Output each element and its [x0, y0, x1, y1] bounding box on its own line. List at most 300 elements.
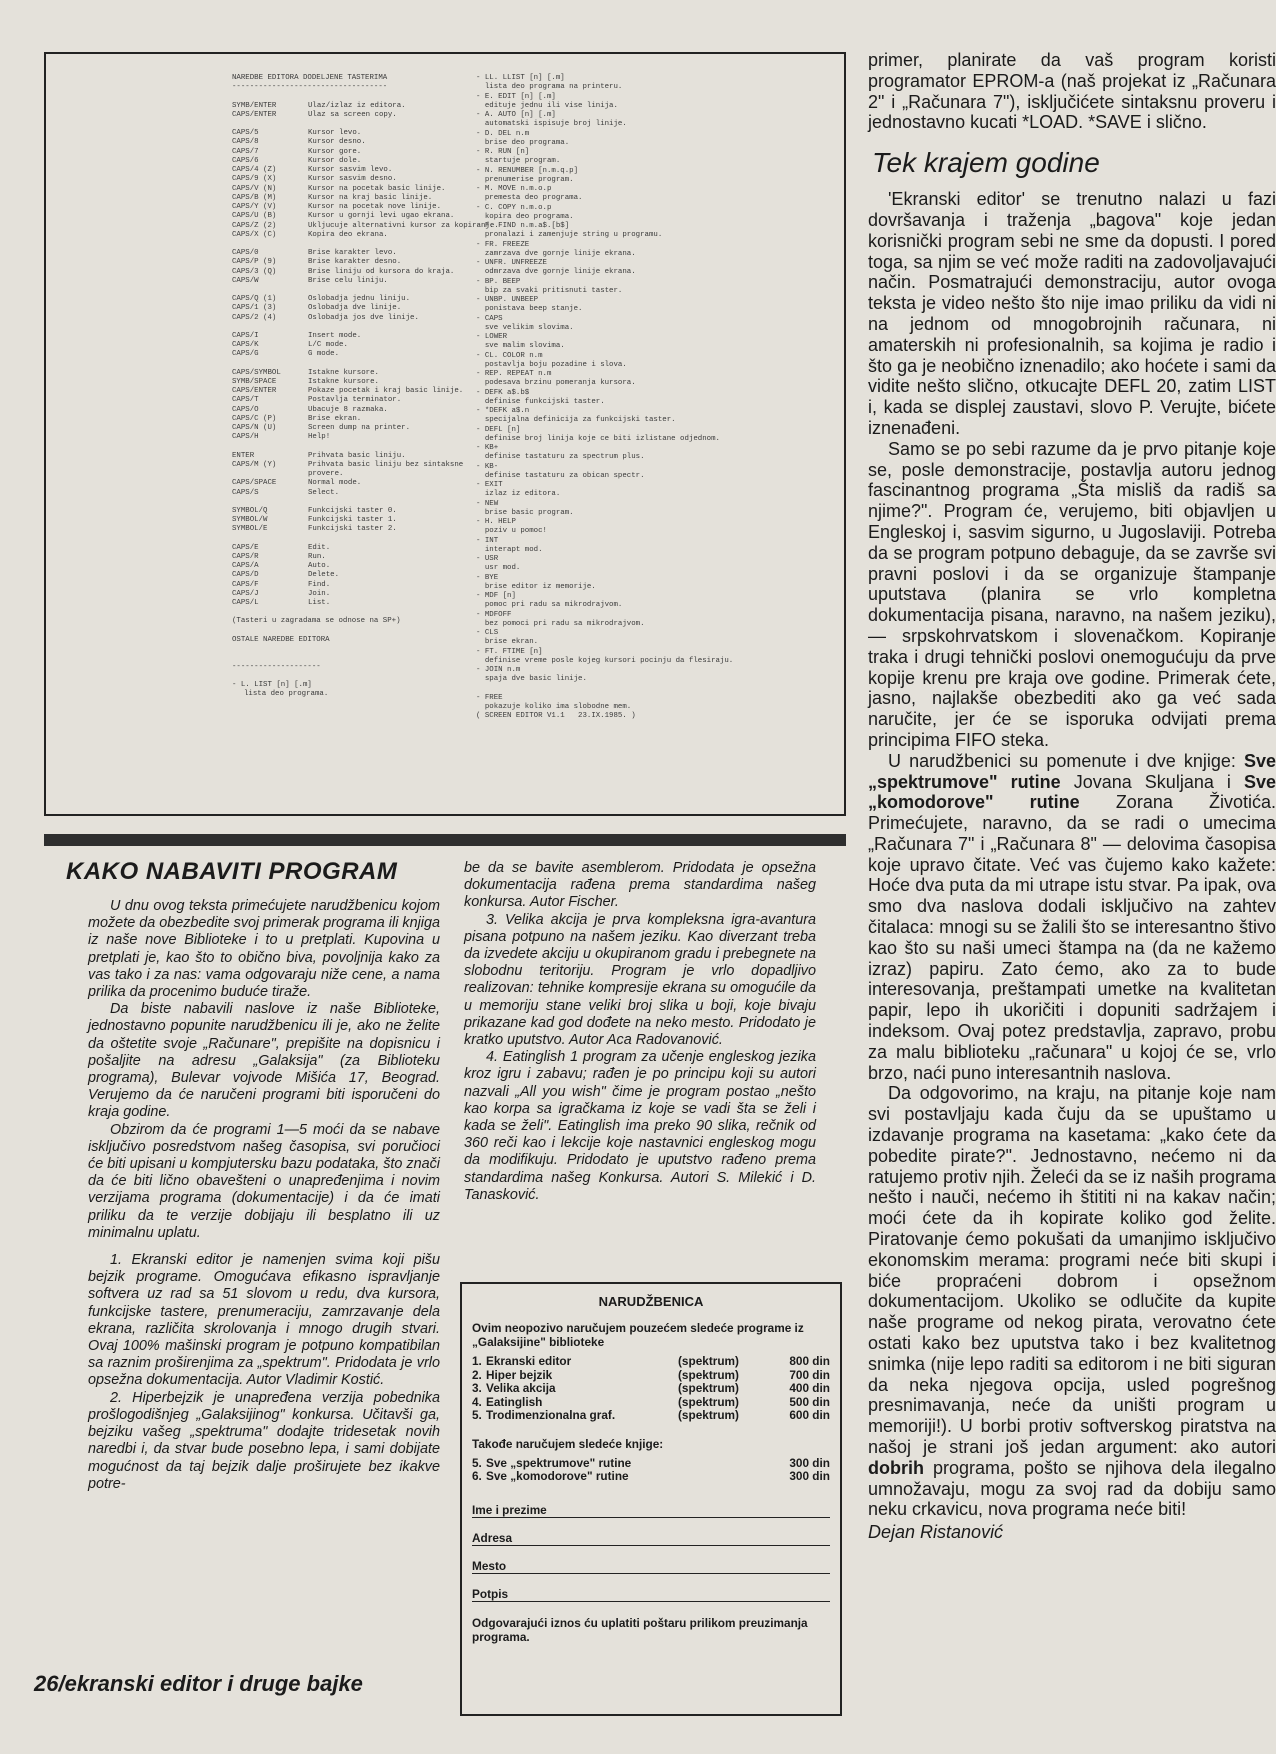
listing-key-description: Ulaz/izlaz iz editora. — [308, 101, 406, 110]
listing-key: CAPS/6 — [232, 156, 259, 165]
listing-key-description: Kursor na kraj basic linije. — [308, 193, 433, 202]
book-name: Sve „komodorove" rutine — [486, 1469, 629, 1483]
listing-key-row — [232, 498, 502, 507]
listing-key-row — [232, 424, 502, 433]
listing-command-line: - JOIN n.m — [476, 666, 521, 674]
listing-key-description: Kursor na pocetak basic linije. — [308, 184, 446, 193]
book-price: 300 din — [789, 1469, 830, 1483]
listing-command-line: - H. HELP — [476, 518, 516, 526]
order-article-column-2 — [464, 860, 816, 1204]
listing-key-row — [232, 461, 502, 480]
listing-key-description: Kursor sasvim levo. — [308, 166, 393, 174]
listing-key-description: Oslobadja jednu liniju. — [308, 295, 411, 303]
listing-key: CAPS/M (Y) — [232, 460, 277, 469]
book-n: 6. — [472, 1469, 482, 1483]
listing-command-line: - A. AUTO [n] [.m] — [476, 111, 556, 119]
listing-command-line: pronalazi i zamenjuje string u programu. — [476, 231, 663, 240]
listing-key-description: Funkcijski taster 0. — [308, 506, 397, 515]
listing-key-row — [232, 387, 502, 396]
program-price: 800 din — [789, 1354, 830, 1368]
listing-key-description: Kursor gore. — [308, 147, 362, 156]
program-name: Eatinglish — [486, 1394, 543, 1409]
listing-command-line: premesta deo programa. — [476, 194, 583, 203]
listing-key-row — [232, 102, 502, 111]
listing-command-line: - F. FIND n.m.a$.[b$] — [476, 222, 570, 230]
listing-key-description: Oslobadja jos dve linije. — [308, 313, 419, 322]
listing-command-line: specijalna definicija za funkcijski taster. — [476, 416, 676, 425]
listing-key-description: Brise karakter desno. — [308, 258, 402, 267]
listing-key-description: Select. — [308, 488, 340, 497]
listing-command-line: - FREE — [476, 693, 503, 702]
listing-key-row — [232, 175, 502, 184]
listing-key-description: Brise celu liniju. — [308, 276, 388, 285]
program-row — [472, 1409, 830, 1423]
emphasis: dobrih — [868, 1457, 924, 1478]
listing-command-line: podesava brzinu pomeranja kursora. — [476, 379, 636, 388]
listing-key: CAPS/2 (4) — [232, 313, 277, 322]
listing-command-line: - USR — [476, 555, 499, 563]
listing-key: SYMB/ENTER — [232, 101, 277, 110]
section-title: KAKO NABAVITI PROGRAM — [66, 858, 398, 885]
listing-key-description: Prihvata basic liniju. — [308, 451, 406, 460]
listing-key-row — [232, 240, 502, 249]
listing-key-description: Istakne kursore. — [308, 368, 379, 377]
text-run: programa, pošto se njihova dela ilegalno umnožavaju, mogu za svoj rad da dobiju samo neku crkavicu, nova programa neće biti! — [868, 1457, 1276, 1520]
listing-title: NAREDBE EDITORA DODELJENE TASTERIMA — [232, 74, 388, 82]
listing-command-line: - MDFOFF — [476, 610, 512, 619]
listing-key-row — [232, 341, 502, 350]
listing-command-line: - EXIT — [476, 481, 503, 489]
address-field[interactable] — [472, 1518, 830, 1546]
text-run: Jovana Skuljana i — [1060, 771, 1244, 792]
listing-key: CAPS/U (B) — [232, 212, 277, 221]
listing-command-line: - BYE — [476, 573, 499, 582]
listing-command-line: izlaz iz editora. — [476, 490, 561, 499]
listing-key: CAPS/5 — [232, 129, 259, 137]
program-listing — [44, 52, 846, 816]
listing-last-desc: lista deo programa. — [244, 690, 329, 699]
listing-key: CAPS/P (9) — [232, 258, 277, 267]
listing-key: CAPS/Z (2) — [232, 221, 277, 230]
listing-key: CAPS/4 (Z) — [232, 166, 277, 174]
listing-key: CAPS/ENTER — [232, 387, 277, 395]
text-run: Zorana Životića. Primećujete, naravno, da se radi o umecima „Računara 7" i „Računara 8" — delovima časopisa koje upravo čitate. Već vas čujemo kako kažete: Hoće dva puta da mi utrape istu stvar. Pa ipak, ova smo dva naslova dodali isključivo na zahtev čitalaca: mnogi su se žalili što se interesantno štivo kao što su naši umeci štampa na (da ne kažemo izraz) papiru. Zato ćemo, ako za to bude interesovanja, preštampati umetke na kvalitetan papir, lepo ih ukoričiti i dopuniti sadržajem i indeksom. Ovaj potez predstavlja, zapravo, probu za malu biblioteku „računara" u kojoj će se, vrlo brzo, naći puno interesantnih naslova. — [868, 792, 1276, 1083]
order-article-column-1 — [88, 898, 440, 1493]
address-field-label: Adresa — [472, 1530, 512, 1545]
listing-command-line: definise vreme posle kojeg kursori pocinju da flesiraju. — [476, 656, 734, 665]
listing-key: CAPS/SPACE — [232, 479, 277, 488]
listing-key-description: Insert mode. — [308, 331, 362, 340]
listing-key: CAPS/Y (V) — [232, 203, 277, 211]
program-platform: (spektrum) — [678, 1354, 739, 1368]
listing-command-line: kopira deo programa. — [476, 212, 574, 221]
listing-key-description: Run. — [308, 552, 326, 561]
listing-command-line: zamrzava dve gornje linije ekrana. — [476, 249, 636, 258]
listing-key-row — [232, 443, 502, 452]
listing-key: CAPS/9 (X) — [232, 175, 277, 184]
program-name: Trodimenzionalna graf. — [486, 1408, 616, 1422]
listing-key-description: List. — [308, 599, 331, 607]
listing-command-line: - R. RUN [n] — [476, 148, 530, 156]
book-title: Sve „spektrumove" rutine — [868, 750, 1276, 792]
listing-key-description: Ubacuje 8 razmaka. — [308, 405, 388, 414]
listing-key: CAPS/K — [232, 341, 259, 349]
listing-key-row — [232, 304, 502, 313]
listing-command-line: lista deo programa na printeru. — [476, 83, 623, 92]
program-name: Hiper bejzik — [486, 1367, 553, 1382]
listing-key-description: Brise liniju od kursora do kraja. — [308, 267, 455, 276]
listing-command-line: - UNFR. UNFREEZE — [476, 259, 547, 267]
listing-key: CAPS/ENTER — [232, 110, 277, 119]
listing-command-line: - FR. FREEZE — [476, 240, 530, 249]
program-list — [472, 1355, 830, 1423]
listing-command-line: brise ekran. — [476, 638, 539, 647]
listing-command-line: - UNBP. UNBEEP — [476, 296, 539, 304]
listing-key: CAPS/B (M) — [232, 193, 277, 202]
program-price: 500 din — [789, 1394, 830, 1409]
author-signature: Dejan Ristanović — [868, 1522, 1004, 1543]
listing-command-line: ( SCREEN EDITOR V1.1 23.IX.1985. ) — [476, 712, 636, 720]
listing-key: SYMBOL/E — [232, 525, 268, 534]
listing-key-row — [232, 323, 502, 332]
paragraph: Samo se po sebi razume da je prvo pitanje koje se, posle demonstracije, postavlja autoru jednog fascinantnog programa „Šta misliš da radiš sa njime?". Program će, verujemo, biti objavljen u Engleskoj i, sasvim sigurno, u Jugoslaviji. Potreba da se program potpuno debaguje, da se završe svi pravni poslovi i da se organizuje štampanje uputstava (planira se vrlo kompletna dokumentacija pisana, naravno, na našem jeziku), — srpskohrvatskom i slovenačkom. Kopiranje traka i drugi tehnički poslovi onemogućuju da prve kopije krenu pre kraja ove godine. Primerak ćete, jasno, najlakše obezbediti ako ga već sada naručite, jer će se isporuka odvijati prema principima FIFO steka. — [868, 438, 1276, 750]
listing-key-row — [232, 222, 502, 231]
paragraph: 'Ekranski editor' se trenutno nalazi u fazi dovršavanja i traženja „bagova" koje jedan korisnički program sebi ne sme da dopusti. I pored toga, sa njim se već može raditi na zadovoljavajući način. Posmatrajući demonstraciju, autor ovoga teksta je video nešto što nije imao priliku da vidi ni na jednom od mnogobrojnih računara, ni amaterskih ni profesionalnih, sa kojima je radio i što ga je neobično iznenadilo; ako hoćete i sami da vidite nešto slično, otkucajte DEFL 20, zatim LIST i, kada se displej zaustavi, slovo P. Verujte, bićete iznenađeni. — [868, 189, 1276, 438]
name-field[interactable] — [472, 1490, 830, 1518]
program-n: 2. — [472, 1367, 482, 1382]
listing-key: CAPS/O — [232, 405, 259, 414]
listing-key: CAPS/R — [232, 552, 259, 561]
listing-command-line: brise basic program. — [476, 508, 574, 517]
text-run: Da odgovorimo, na kraju, na pitanje koje nam svi postavljaju kada čuju da se upuštamo u izdavanje programa na kasetama: „kako ćete da pobedite pirate?". Jednostavno, nećemo ni da ratujemo protiv njih. Želeći da se iz naših programa nešto i nauči, nećemo ih štititi ni na kakav način; moći ćete da ih kopirate koliko god želite. Piratovanje ćemo pokušati da umanjimo isključivo ekonomskim merama: programi neće biti skupi i biće propraćeni dobrom i opsežnom dokumentacijom. Ukoliko se odlučite da kupite naše programe od nekog pirata, verovatno ćete ostati kako bez uputstva tako i bez kvalitetnog snimka (nije lepo raditi sa editorom i ne biti siguran da neka njegova opcija, usled pogrešnog presnimavanja, neće da uništi program u memoriji!). U borbi protiv softverskog piratstva na našoj je strani još jedan argument: ako autori — [868, 1083, 1276, 1457]
listing-command-line: ponistava beep stanje. — [476, 305, 583, 314]
listing-command-line: prenumerise program. — [476, 175, 574, 184]
program-row — [472, 1382, 830, 1396]
listing-key-row — [232, 599, 502, 608]
listing-command-line: - CL. COLOR n.m — [476, 351, 543, 360]
listing-last-command: - L. LIST [n] [.m] — [232, 681, 312, 689]
listing-key-description: Kursor na pocetak nove linije. — [308, 203, 442, 211]
listing-command-line: definise funkcijski taster. — [476, 397, 605, 406]
program-platform: (spektrum) — [678, 1408, 739, 1422]
listing-key: CAPS/N (U) — [232, 424, 277, 432]
listing-key-table — [232, 102, 502, 609]
listing-rule: ----------------------------------- — [232, 83, 388, 92]
listing-key-description: Oslobadja dve linije. — [308, 304, 402, 313]
listing-key: SYMBOL/Q — [232, 506, 268, 515]
listing-key-row — [232, 148, 502, 157]
listing-command-line: poziv u pomoc! — [476, 527, 547, 536]
listing-key-row — [232, 157, 502, 166]
listing-key-row — [232, 415, 502, 424]
listing-key-row — [232, 369, 502, 378]
listing-key-description: Ukljucuje alternativni kursor za kopiranje. — [308, 221, 499, 230]
listing-key-row — [232, 185, 502, 194]
listing-command-line: - DEFK a$.b$ — [476, 388, 530, 397]
listing-key-row — [232, 138, 502, 147]
listing-key-description: Delete. — [308, 571, 340, 580]
text-run: U narudžbenici su pomenute i dve knjige: — [888, 750, 1244, 771]
listing-command-line: postavlja boju pozadine i slova. — [476, 360, 627, 369]
listing-key-row — [232, 525, 502, 534]
book-price: 300 din — [789, 1455, 830, 1470]
paragraph: 2. Hiperbejzik je unapređena verzija pobednika prošlogodišnjeg „Galaksijinog" konkursa. Učitavši ga, bejziku vašeg „spektruma" dodajte tridesetak novih naredbi i, da stvar bude posebno lepa, i sami dobijate mogućnost da taj bejzik dalje proširujete bez ikakve potre- — [88, 1389, 440, 1492]
listing-key-row — [232, 516, 502, 525]
listing-note: (Tasteri u zagradama se odnose na SP+) — [232, 617, 401, 626]
listing-key-row — [232, 360, 502, 369]
listing-other-title: OSTALE NAREDBE EDITORA — [232, 635, 330, 644]
listing-command-line: edituje jednu ili vise linija. — [476, 101, 618, 110]
listing-command-line: usr mod. — [476, 564, 521, 573]
listing-key: CAPS/G — [232, 350, 259, 359]
listing-command-line: spaja dve basic linije. — [476, 675, 587, 684]
listing-command-line: automatski ispisuje broj linije. — [476, 120, 627, 129]
name-field-label: Ime i prezime — [472, 1502, 547, 1517]
program-row — [472, 1369, 830, 1383]
book-list — [472, 1457, 830, 1484]
listing-key-description: Help! — [308, 433, 331, 442]
listing-command-line: - BP. BEEP — [476, 277, 521, 286]
section-divider-bar — [44, 834, 846, 846]
listing-key: CAPS/W — [232, 276, 259, 285]
listing-key: CAPS/V (N) — [232, 184, 277, 193]
listing-key: CAPS/A — [232, 562, 259, 570]
listing-command-line: brise deo programa. — [476, 138, 570, 147]
book-name: Sve „spektrumove" rutine — [486, 1455, 632, 1470]
listing-command-line: startuje program. — [476, 157, 561, 166]
listing-command-line: - C. COPY n.m.o.p — [476, 203, 552, 212]
listing-command-line — [476, 685, 756, 694]
signature-field[interactable] — [472, 1574, 830, 1602]
listing-command-line: definise broj linija koje ce biti izlistane odjednom. — [476, 434, 720, 443]
listing-command-line: - FT. FTIME [n] — [476, 647, 543, 656]
order-form-title: NARUDŽBENICA — [598, 1294, 704, 1309]
listing-command-line: - INT — [476, 536, 499, 545]
listing-command-line: - KB+ — [476, 444, 499, 452]
paragraph — [868, 1083, 1276, 1520]
program-name: Ekranski editor — [486, 1354, 572, 1368]
listing-key-row — [232, 396, 502, 405]
listing-key: CAPS/J — [232, 589, 259, 598]
listing-key-row — [232, 231, 502, 240]
listing-key: CAPS/1 (3) — [232, 304, 277, 313]
article-right-column — [868, 50, 1276, 1543]
listing-key: CAPS/S — [232, 488, 259, 497]
listing-key-row — [232, 406, 502, 415]
listing-command-line: - D. DEL n.m — [476, 129, 530, 138]
listing-command-line: brise editor iz memorije. — [476, 582, 596, 591]
listing-key: ENTER — [232, 451, 255, 460]
place-field-label: Mesto — [472, 1558, 507, 1573]
listing-key-description: Normal mode. — [308, 479, 362, 488]
listing-key: CAPS/C (P) — [232, 414, 277, 423]
listing-key-description: Prihvata basic liniju bez sintaksne provere. — [308, 460, 464, 478]
listing-command-line: - LOWER — [476, 333, 508, 341]
listing-command-line: - E. EDIT [n] [.m] — [476, 92, 556, 101]
listing-key: CAPS/X (C) — [232, 230, 277, 239]
listing-key-row — [232, 507, 502, 516]
book-n: 5. — [472, 1455, 482, 1470]
listing-command-line: - LL. LLIST [n] [.m] — [476, 74, 565, 82]
listing-key-row — [232, 452, 502, 461]
order-form-footer: Odgovarajući iznos ću uplatiti poštaru prilikom preuzimanja programa. — [472, 1615, 808, 1644]
listing-command-line: sve malim slovima. — [476, 342, 565, 351]
signature-field-label: Potpis — [472, 1586, 509, 1601]
book-title: Sve „komodorove" rutine — [868, 771, 1276, 813]
listing-key-description: Funkcijski taster 2. — [308, 525, 397, 534]
listing-key-description: Kursor levo. — [308, 129, 362, 137]
listing-key-description: Ulaz sa screen copy. — [308, 110, 397, 119]
book-row — [472, 1470, 830, 1484]
listing-command-line: - DEFL [n] — [476, 425, 521, 434]
paragraph: 1. Ekranski editor je namenjen svima koji pišu bejzik programe. Omogućava efikasno ispravljanje softvera uz rad sa 51 slovom u redu, dva kursora, funkcijske tastere, prenumeraciju, zamrzavanje dela ekrana, različita skrolovanja i mnogo drugih stvari. Ovaj 100% mašinski program je potpuno kompatibilan sa raznim proširenjima za „spektrum". Pridodata je vrlo opsežna dokumentacija. Autor Vladimir Kostić. — [88, 1252, 440, 1389]
listing-key: SYMBOL/W — [232, 516, 268, 524]
program-n: 4. — [472, 1394, 482, 1409]
paragraph — [868, 751, 1276, 1084]
listing-key-row — [232, 378, 502, 387]
listing-key-row — [232, 120, 502, 129]
listing-key-description: Auto. — [308, 562, 331, 570]
listing-key-description: Brise karakter levo. — [308, 249, 397, 257]
paragraph: primer, planirate da vaš program koristi programator EPROM-a (naš projekat iz „Računara 2" i „Računara 7"), isključićete sintaksnu proveru i jednostavno kucati *LOAD. *SAVE i slično. — [868, 50, 1276, 133]
listing-key-description: Brise ekran. — [308, 414, 362, 423]
listing-key: SYMB/SPACE — [232, 377, 277, 386]
program-name: Velika akcija — [486, 1381, 556, 1395]
paragraph: 3. Velika akcija je prva kompleksna igra-avantura pisana potpuno na našem jeziku. Kao diverzant treba da izvedete akciju u okupiranom gradu i prebegnete na slobodnu teritoriju. Program je vrlo dopadljivo realizovan: tehnike kompresije ekrana su omogućile da u memoriju stane veliki broj slika u boji, koje bivaju prikazane kad god dođete na neko mesto. Pridodato je kratko uputstvo. Autor Aca Radovanović. — [464, 911, 816, 1049]
listing-left-column — [232, 74, 502, 700]
listing-key-row — [232, 249, 502, 258]
listing-key-row — [232, 571, 502, 580]
listing-key-description: Edit. — [308, 543, 331, 552]
listing-key-row — [232, 268, 502, 277]
listing-key-row — [232, 479, 502, 488]
listing-command-line: - MDF [n] — [476, 592, 516, 600]
paragraph: 4. Eatinglish 1 program za učenje engleskog jezika kroz igru i zabavu; rađen je po principu koji su autori nazvali „All you wish" čime je program postao „nešto kao korpa sa igračkama iz koje se vadi šta se želi i kada se želi". Eatinglish ima preko 90 slika, rečnik od 360 reči kao i lekcije koje nastavnici engleskog mogu da modifikuju. Pridodato je uputstvo rađeno prema standardima našeg Konkursa. Autori S. Milekić i D. Tanasković. — [464, 1049, 816, 1203]
listing-key-row — [232, 286, 502, 295]
listing-key: CAPS/0 — [232, 249, 259, 257]
program-row — [472, 1396, 830, 1410]
listing-key: CAPS/D — [232, 571, 259, 580]
listing-command-line: - REP. REPEAT n.m — [476, 370, 552, 378]
listing-key-row — [232, 590, 502, 599]
listing-key-row — [232, 332, 502, 341]
program-n: 1. — [472, 1354, 482, 1368]
listing-key-description: Join. — [308, 589, 331, 598]
listing-key-row — [232, 203, 502, 212]
listing-key-row — [232, 277, 502, 286]
listing-key-row — [232, 212, 502, 221]
program-n: 5. — [472, 1408, 482, 1422]
listing-key-description: Kursor sasvim desno. — [308, 175, 397, 184]
listing-command-line: definise tastaturu za obican spectr. — [476, 471, 645, 480]
program-n: 3. — [472, 1381, 482, 1395]
books-intro: Takođe naručujem sledeće knjige: — [472, 1436, 664, 1451]
program-platform: (spektrum) — [678, 1367, 739, 1382]
listing-key-row — [232, 295, 502, 304]
listing-command-line: - *DEFK a$.n — [476, 407, 530, 415]
listing-key-row — [232, 562, 502, 571]
listing-key-description: Find. — [308, 580, 331, 589]
program-row — [472, 1355, 830, 1369]
listing-key-row — [232, 166, 502, 175]
listing-right-column — [476, 74, 756, 721]
listing-key: CAPS/T — [232, 396, 259, 405]
paragraph: be da se bavite asemblerom. Pridodata je opsežna dokumentacija rađena prema standardima našeg konkursa. Autor Fischer. — [464, 860, 816, 911]
program-price: 700 din — [789, 1367, 830, 1382]
listing-key-row — [232, 581, 502, 590]
listing-key: CAPS/Q (1) — [232, 295, 277, 303]
program-platform: (spektrum) — [678, 1394, 739, 1409]
program-price: 400 din — [789, 1381, 830, 1395]
order-form-intro: Ovim neopozivo naručujem pouzećem sledeće programe iz „Galaksijine" biblioteke — [472, 1321, 804, 1349]
listing-command-line: sve velikim slovima. — [476, 323, 574, 332]
listing-key-description: Kursor u gornji levi ugao ekrana. — [308, 212, 455, 221]
listing-command-line: - NEW — [476, 499, 499, 508]
listing-key-description: Istakne kursore. — [308, 377, 379, 386]
section-heading: Tek krajem godine — [872, 147, 1100, 179]
listing-command-line: pokazuje koliko ima slobodne mem. — [476, 702, 632, 711]
listing-key-description: Funkcijski taster 1. — [308, 516, 397, 524]
listing-key: CAPS/8 — [232, 138, 259, 147]
paragraph: U dnu ovog teksta primećujete narudžbenicu kojom možete da obezbedite svoj primerak programa ili knjiga iz naše nove Biblioteke i to u pretplati. Kupovina u pretplati je, kao što to obično biva, povoljnija kako za vas tako i za nas: vama odgovaraju niže cene, a nama prilika da procenimo buduće tiraže. — [88, 898, 440, 1001]
paragraph: Obzirom da će programi 1—5 moći da se nabave isključivo posredstvom našeg časopisa, svi poručioci će biti upisani u kompjutersku bazu podataka, što znači da će biti lično obaveštеni o unapređenjima i novim verzijama programa (dokumentacije) i da će imati priliku da te verzije dobijaju ili besplatno ili uz minimalnu uplatu. — [88, 1121, 440, 1241]
listing-command-line: - CLS — [476, 629, 499, 637]
listing-key: CAPS/F — [232, 580, 259, 589]
listing-key: CAPS/H — [232, 433, 259, 442]
listing-key-description: L/C mode. — [308, 341, 348, 349]
listing-key-description: Kursor dole. — [308, 156, 362, 165]
listing-command-line: interapt mod. — [476, 545, 543, 554]
listing-key: CAPS/7 — [232, 147, 259, 156]
listing-command-line: bez pomoci pri radu sa mikrodrajvom. — [476, 619, 645, 628]
listing-key-row — [232, 314, 502, 323]
book-row — [472, 1457, 830, 1471]
program-platform: (spektrum) — [678, 1381, 739, 1395]
listing-command-line: - KB- — [476, 462, 499, 471]
listing-key-row — [232, 258, 502, 267]
listing-command-line: pomoc pri radu sa mikrodrajvom. — [476, 601, 623, 610]
listing-key-description: Kopira deo ekrana. — [308, 230, 388, 239]
listing-key-row — [232, 544, 502, 553]
listing-key-row — [232, 350, 502, 359]
listing-divider: -------------------- — [232, 662, 321, 671]
listing-key-row — [232, 489, 502, 498]
listing-key: CAPS/L — [232, 599, 259, 607]
place-field[interactable] — [472, 1546, 830, 1574]
listing-command-line: definise tastaturu za spectrum plus. — [476, 453, 645, 462]
listing-command-line: odmrzava dve gornje linije ekrana. — [476, 268, 636, 277]
listing-command-line: - N. RENUMBER [n.m.q.p] — [476, 166, 579, 175]
listing-key-description: Pokaze pocetak i kraj basic linije. — [308, 387, 464, 395]
listing-command-line: - CAPS — [476, 314, 503, 323]
listing-key-row — [232, 129, 502, 138]
listing-key-row — [232, 433, 502, 442]
listing-key: CAPS/3 (Q) — [232, 267, 277, 276]
listing-key-row — [232, 553, 502, 562]
listing-command-line: - M. MOVE n.m.o.p — [476, 185, 552, 193]
listing-key-row — [232, 111, 502, 120]
listing-key-row — [232, 194, 502, 203]
listing-key: CAPS/E — [232, 543, 259, 552]
paragraph: Da biste nabavili naslove iz naše Biblioteke, jednostavno popunite narudžbenicu ili je, ako ne želite da oštetite svoje „Računare", prepišite na dopisnicu i pošaljite na adresu „Galaksija" (za Biblioteku programa), Bulevar vojvode Mišića 17, Beograd. Verujemo da će naručeni programi biti isporučeni do kraja godine. — [88, 1001, 440, 1121]
listing-command-line: bip za svaki pritisnuti taster. — [476, 286, 623, 295]
listing-key: CAPS/SYMBOL — [232, 368, 281, 377]
listing-key-description: Postavlja terminator. — [308, 396, 402, 405]
listing-key-row — [232, 535, 502, 544]
program-price: 600 din — [789, 1408, 830, 1422]
page-footer: 26/ekranski editor i druge bajke — [34, 1671, 363, 1696]
listing-key: CAPS/I — [232, 331, 259, 340]
